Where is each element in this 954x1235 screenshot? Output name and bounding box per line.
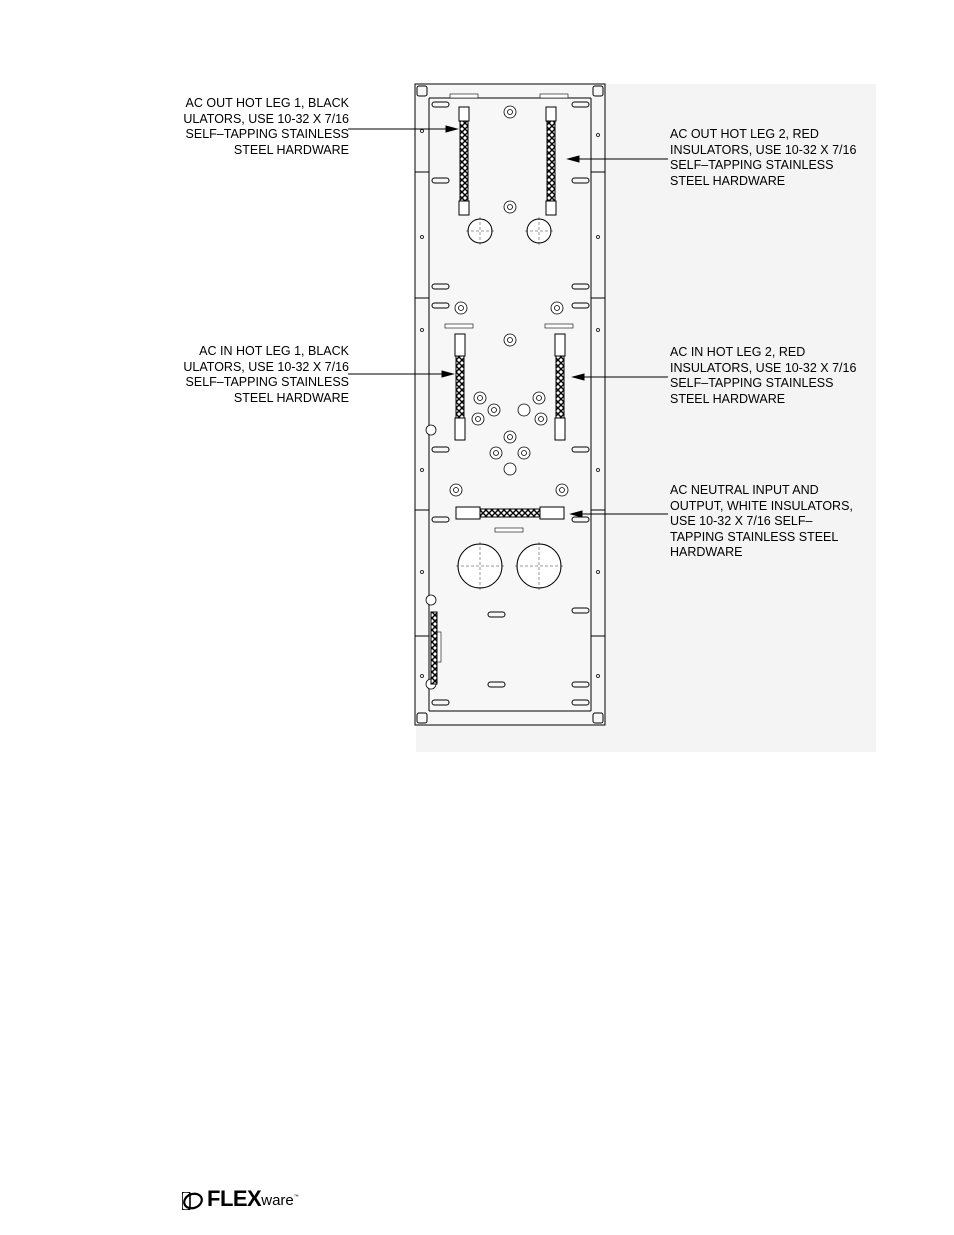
busbar-ac-in-leg2 — [555, 334, 565, 440]
callout-line: STEEL HARDWARE — [670, 173, 786, 188]
callout-line: AC IN HOT LEG 2, RED — [670, 345, 806, 359]
callout-ac-neutral — [670, 483, 853, 561]
callout-line: HARDWARE — [670, 545, 743, 559]
callout-ac-out-leg1 — [183, 96, 349, 158]
callout-line: STEEL HARDWARE — [233, 142, 349, 157]
callout-ac-in-leg2 — [670, 345, 856, 407]
logo-brand-light: ware — [261, 1192, 294, 1209]
callout-line: INSULATORS, USE 10-32 X 7/16 — [670, 142, 857, 157]
busbar-ac-in-leg1 — [455, 334, 465, 440]
busbar-side — [431, 612, 437, 684]
callout-ac-out-leg2 — [670, 127, 856, 189]
callout-line: ULATORS, USE 10-32 X 7/16 — [183, 111, 349, 126]
callout-line: SELF–TAPPING STAINLESS — [670, 158, 834, 172]
callout-line: SELF–TAPPING STAINLESS — [185, 127, 349, 141]
busbar-ac-neutral — [456, 507, 564, 519]
callout-line: STEEL HARDWARE — [233, 390, 349, 405]
callout-line: INSULATORS, USE 10-32 X 7/16 — [670, 360, 857, 375]
callout-line: STEEL HARDWARE — [670, 391, 786, 406]
callout-line: OUTPUT, WHITE INSULATORS, — [670, 498, 853, 513]
callout-line: AC OUT HOT LEG 2, RED — [670, 127, 819, 141]
callout-ac-in-leg1 — [183, 344, 349, 406]
logo-brand-bold: FLEX — [207, 1186, 262, 1211]
callout-line: USE 10-32 X 7/16 SELF– — [670, 514, 813, 528]
callout-line: AC OUT HOT LEG 1, BLACK — [185, 96, 349, 110]
flexware-logo — [182, 1186, 299, 1210]
callout-line: SELF–TAPPING STAINLESS — [185, 375, 349, 389]
logo-trademark: ™ — [293, 1194, 299, 1200]
callout-line: SELF–TAPPING STAINLESS — [670, 376, 834, 390]
mounting-panel — [415, 84, 605, 725]
callout-line: ULATORS, USE 10-32 X 7/16 — [183, 359, 349, 374]
callout-line: TAPPING STAINLESS STEEL — [670, 529, 839, 544]
callout-line: AC IN HOT LEG 1, BLACK — [199, 344, 349, 358]
callout-line: AC NEUTRAL INPUT AND — [670, 483, 819, 497]
busbar-ac-out-leg2 — [546, 107, 556, 215]
logo-ring-icon — [182, 1192, 204, 1210]
busbar-ac-out-leg1 — [459, 107, 469, 215]
